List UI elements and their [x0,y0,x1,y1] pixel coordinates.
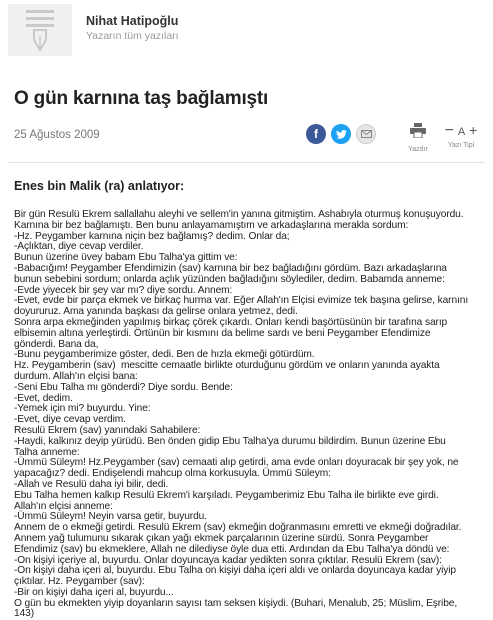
twitter-icon [336,130,347,139]
body-line: -Bir on kişiyi daha içeri al, buyurdu... [14,586,174,598]
article-title: O gün karnına taş bağlamıştı [14,88,269,109]
facebook-share-button[interactable] [306,124,326,144]
body-line: -Hz. Peygamber karnına niçin bez bağlamış? dedim. Onlar da; [14,230,290,242]
author-name[interactable]: Nihat Hatipoğlu [86,14,179,28]
print-label: Yazdır [408,146,428,153]
font-size-a: A [457,126,466,138]
body-line: çıktılar. Hz. Peygamber (sav): [14,576,145,588]
body-line: -Evet, evde bir parça ekmek ve birkaç hurma var. Eğer Allah'ın Elçisi evimize tek başına gelirse, karnını [14,295,469,307]
body-line: Efendimiz (sav) bu ekmeklere, Allah ne dilediyse öyle dua etti. Ardından da Ebu Talha'ya döndü ve: [14,543,450,555]
body-line: -Allah ve Resulü daha iyi bilir, dedi. [14,478,169,490]
body-line: -Evet, dedim. [14,392,73,404]
body-line: -Evet, diye cevap verdim. [14,414,126,426]
body-line: -Babacığım! Peygamber Efendimizin (sav) karnına bir bez bağladığını gördüm. Bazı arkadaşlarına [14,262,447,274]
body-line: -On kişiyi içeriye al, buyurdu. Onlar doyuncaya kadar yedikten sonra çıktılar. Resulü Ekrem (sav): [14,554,442,566]
body-line: -Haydi, kalkınız deyip yürüdü. Ben önden gidip Ebu Talha'ya durumu bildirdim. Bunun üzerine Ebu [14,435,446,447]
twitter-share-button[interactable] [331,124,351,144]
body-line: Karnına bir bez bağlamıştı. Ben bunu anlayamamıştım ve arkadaşlarına merakla sordum: [14,219,409,231]
email-share-button[interactable] [356,124,376,144]
body-line: Annem de o ekmeği getirdi. Resulü Ekrem (sav) ekmeğin doğranmasını emretti ve ekmeği doğradılar. [14,522,462,534]
font-increase-button[interactable]: + [469,122,478,138]
body-line: Talha anneme: [14,446,80,458]
article-body [14,210,486,620]
body-line: doyururuz. Ama yanında başkası da gelirse onlara yetmez, dedi. [14,306,298,318]
author-avatar[interactable] [8,4,72,56]
body-line: Allah'ın elçisi anneme: [14,500,113,512]
facebook-icon: f [314,127,318,141]
body-line: -Seni Ebu Talha mı gönderdi? Diye sordu. Bende: [14,381,233,393]
body-line: -Yemek için mi? buyurdu. Yine: [14,403,151,415]
body-line: -Evde yiyecek bir şey var mı? diye sordu. Annem: [14,284,233,296]
body-line: Bunun üzerine üvey babam Ebu Talha'ya gittim ve: [14,252,238,264]
body-line: -Bunu peygamberimize göster, dedi. Ben de hızla ekmeği götürdüm. [14,349,315,361]
divider [8,162,485,163]
font-size-label: Yazı Tipi [447,142,475,149]
body-line: durdum. Allah'ın elçisi bana: [14,370,138,382]
body-line: O gün bu ekmekten yiyip doyanların sayısı tam seksen kişiydi. (Buhari, Menalub, 25; Müslim, Eşribe, [14,597,458,609]
fountain-pen-icon [22,10,58,52]
body-line: Annem yağ tulumunu sıkarak çıkan yağı ekmek parçalarının üzerine sürdü. Sonra Peygamber [14,532,429,544]
font-size-control[interactable] [444,123,478,149]
body-line: -Açlıktan, diye cevap verdiler. [14,241,144,253]
article-date: 25 Ağustos 2009 [14,129,100,141]
print-button[interactable] [404,123,432,153]
body-line: yapacağız? dedi. Endişelendi mahcup olma korkusuyla. Ümmü Süleym: [14,468,331,480]
article-subtitle: Enes bin Malik (ra) anlatıyor: [14,179,185,193]
body-line: -Ümmü Süleym! Hz.Peygamber (sav) cemaati alıp getirdi, ama evde onları doyuracak bir şey yok, ne [14,457,459,469]
body-line: Resulü Ekrem (sav) yanındaki Sahabilere: [14,424,201,436]
body-line: -Ümmü Süleym! Neyin varsa getir, buyurdu. [14,511,207,523]
author-block [8,4,179,54]
body-line: Ebu Talha hemen kalkıp Resulü Ekrem'i karşıladı. Peygamberimiz Ebu Talha ile birlikte eve girdi. [14,489,439,501]
email-icon [361,130,372,138]
font-decrease-button[interactable]: − [444,122,455,139]
body-line: -On kişiyi daha içeri al, buyurdu. Ebu Talha on kişiyi daha içeri aldı ve onlarda doyuncaya kadar yiyip [14,565,456,577]
body-line: Bir gün Resulü Ekrem sallallahu aleyhi ve sellem'in yanına gitmiştim. Ashabıyla oturmuş konuşuyordu. [14,209,464,220]
printer-icon [410,123,426,138]
body-line: 143) [14,608,34,620]
body-line: gönderdi. Bana da, [14,338,99,350]
body-line: Sonra arpa ekmeğinden yapılmış birkaç çörek çıkardı. Onları kendi başörtüsünün bir tarafına sarıp [14,316,448,328]
author-all-posts-link[interactable]: Yazarın tüm yazıları [86,30,179,42]
body-line: Hz. Peygamberin (sav) mescitte cemaatle birlikte oturduğunu gördüm ve onların yanında ayakta [14,360,440,372]
body-line: elbisemin altına yerleştirdi. Örtünün bir kısmını da belime sardı ve beni Peygamber Efendimize [14,327,431,339]
body-line: bunun sebebini sordum; onlarda açlık yüzünden bağladığını söylediler, dedim. Babamda anneme: [14,273,445,285]
